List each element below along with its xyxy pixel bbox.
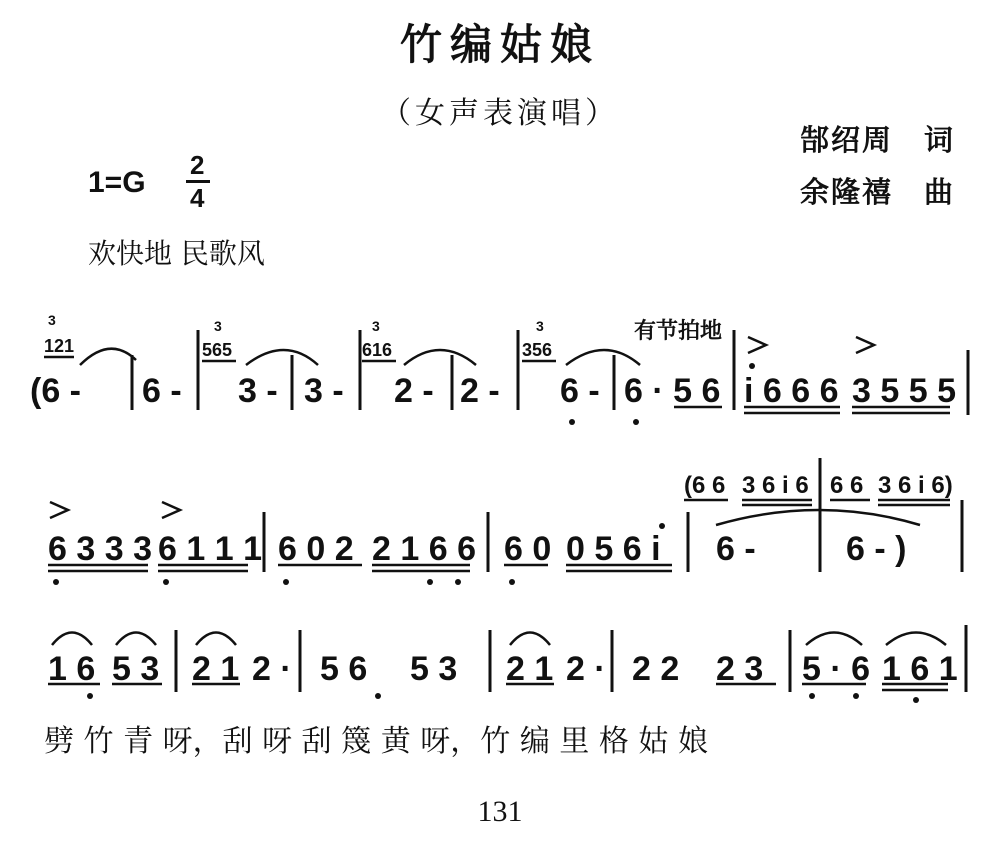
- lyricist-credit: 郜绍周 词: [800, 123, 956, 157]
- alt-notes: 6 6: [830, 472, 864, 499]
- time-signature-top: 2: [190, 150, 205, 180]
- measure-notes: 2 3: [716, 650, 764, 688]
- measure-notes: 6 -: [716, 530, 756, 568]
- page-number: 131: [477, 795, 523, 828]
- triplet-mark: 3: [536, 318, 544, 334]
- measure-notes: 3 -: [304, 372, 344, 410]
- tempo-marking: 欢快地 民歌风: [88, 237, 265, 270]
- lyrics-line: 劈 竹 青 呀，刮 呀 刮 篾 黄 呀，竹 编 里 格 姑 娘: [44, 724, 708, 759]
- measure-notes: 2 2: [632, 650, 680, 688]
- grace-notes: 121: [44, 336, 75, 356]
- measure-notes: 2 1: [192, 650, 240, 688]
- alt-notes: 3 6 i 6: [742, 472, 809, 499]
- key-signature: 1=G: [88, 166, 146, 199]
- song-title: 竹编姑娘: [399, 20, 600, 69]
- alt-notes: 3 6 i 6): [878, 472, 953, 499]
- measure-notes: 6 3 3 3: [48, 530, 152, 568]
- triplet-mark: 3: [214, 318, 222, 334]
- measure-notes: i 6 6 6: [744, 372, 839, 410]
- measure-notes: 3 -: [238, 372, 278, 410]
- measure-notes: 6 -: [560, 372, 600, 410]
- performance-marking: 有节拍地: [634, 318, 723, 344]
- measure-notes: (6 -: [30, 372, 81, 410]
- measure-notes: 6 - ): [846, 530, 907, 568]
- time-signature-bottom: 4: [190, 183, 205, 213]
- grace-notes: 565: [202, 340, 233, 360]
- measure-notes: 1 6 1: [882, 650, 958, 688]
- triplet-mark: 3: [48, 312, 56, 328]
- measure-notes: 6 1 1 1: [158, 530, 262, 568]
- measure-notes: 2 1 6 6: [372, 530, 476, 568]
- measure-notes: 6 · 5 6: [624, 372, 721, 410]
- measure-notes: 3 5 5 5: [852, 372, 956, 410]
- measure-notes: 6 0 2: [278, 530, 354, 568]
- measure-notes: 6 -: [142, 372, 182, 410]
- grace-notes: 616: [362, 340, 393, 360]
- measure-notes: 5 · 6: [802, 650, 871, 688]
- measure-notes: 2 ·: [566, 650, 606, 688]
- measure-notes: 2 -: [394, 372, 434, 410]
- measure-notes: 5 3: [410, 650, 458, 688]
- measure-notes: 5 6: [320, 650, 368, 688]
- composer-credit: 余隆禧 曲: [800, 175, 956, 209]
- measure-notes: 0 5 6 i: [566, 530, 661, 568]
- triplet-mark: 3: [372, 318, 380, 334]
- measure-notes: 5 3: [112, 650, 160, 688]
- measure-notes: 2 ·: [252, 650, 292, 688]
- measure-notes: 6 0: [504, 530, 552, 568]
- alt-notes: (6 6: [684, 472, 726, 499]
- song-subtitle: （女声表演唱）: [381, 96, 619, 131]
- measure-notes: 1 6: [48, 650, 96, 688]
- measure-notes: 2 1: [506, 650, 554, 688]
- measure-notes: 2 -: [460, 372, 500, 410]
- grace-notes: 356: [522, 340, 553, 360]
